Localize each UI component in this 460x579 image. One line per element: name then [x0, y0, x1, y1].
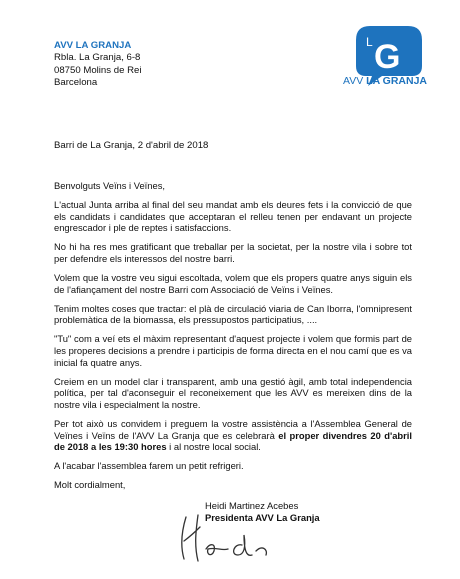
sender-address-line2: 08750 Molins de Rei: [54, 64, 142, 76]
paragraph: "Tu" com a veí ets el màxim representant d'aquest projecte i volem que formis part de les properes decisions a prendre i participis de forma directa en el nou camí que es va inicial fa quatre anys.: [54, 333, 413, 368]
sender-city: Barcelona: [54, 77, 98, 89]
paragraph: L'actual Junta arriba al final del seu mandat amb els deures fets i la convicció de que els candidats i candidates que acceptaran el relleu tenen per endavant un projecte engrescador i ple de reptes i satisfaccions.: [54, 199, 412, 234]
closing-note: A l'acabar l'assemblea farem un petit refrigeri.: [54, 460, 244, 472]
svg-text:L: L: [366, 35, 373, 49]
svg-text:G: G: [374, 38, 401, 76]
farewell: Molt cordialment,: [54, 479, 126, 491]
greeting: Benvolguts Veïns i Veïnes,: [54, 180, 166, 191]
logo-text: [343, 75, 427, 87]
invitation-paragraph: [54, 418, 412, 453]
signature-block: [205, 500, 320, 523]
paragraph: Tenim moltes coses que tractar: el plà de circulació viaria de Can Iborra, l'omnipresent problemàtica de la biomassa, els pressupostos participatius, ....: [54, 302, 412, 326]
paragraph: Volem que la vostre veu sigui escoltada, volem que els propers quatre anys siguin els de l'afiançament del nostre Barri com Associació de Veïns i Veïnes.: [54, 272, 412, 295]
sender-org: AVV LA GRANJA: [54, 40, 132, 51]
sender-address-line1: Rbla. La Granja, 6-8: [54, 52, 141, 64]
invitation-text: Per tot això us convidem i preguem la vostre assistència a l'Assemblea General de Veïnes i Veïns de l'AVV La Granja que es celebrarà: [54, 418, 412, 441]
letter-date: Barri de La Granja, 2 d'abril de 2018: [54, 140, 209, 151]
signer-role: Presidenta AVV La Granja: [205, 511, 320, 523]
invitation-tail: i al nostre local social.: [166, 441, 261, 453]
logo-text-prefix: AVV: [343, 75, 364, 87]
signer-name: Heidi Martinez Acebes: [205, 500, 299, 511]
letter-body: [54, 180, 412, 498]
paragraph: No hi ha res mes gratificant que treballar per la societat, per la nostre vila i sobre tot per defendre els interessos del nostre barri.: [54, 241, 412, 264]
sender-block: [54, 40, 141, 90]
paragraph: Creiem en un model clar i transparent, amb una gestió àgil, amb total independencia política, per tal d'aconseguir el reconeixement que les AVV es mereixen dins de la nostre vila i especialment la nostre.: [54, 375, 412, 410]
invitation-date: el proper divendres 20 d'abril de 2018 a les 19:30 hores: [54, 429, 412, 453]
logo-text-bold: LA GRANJA: [366, 75, 428, 87]
